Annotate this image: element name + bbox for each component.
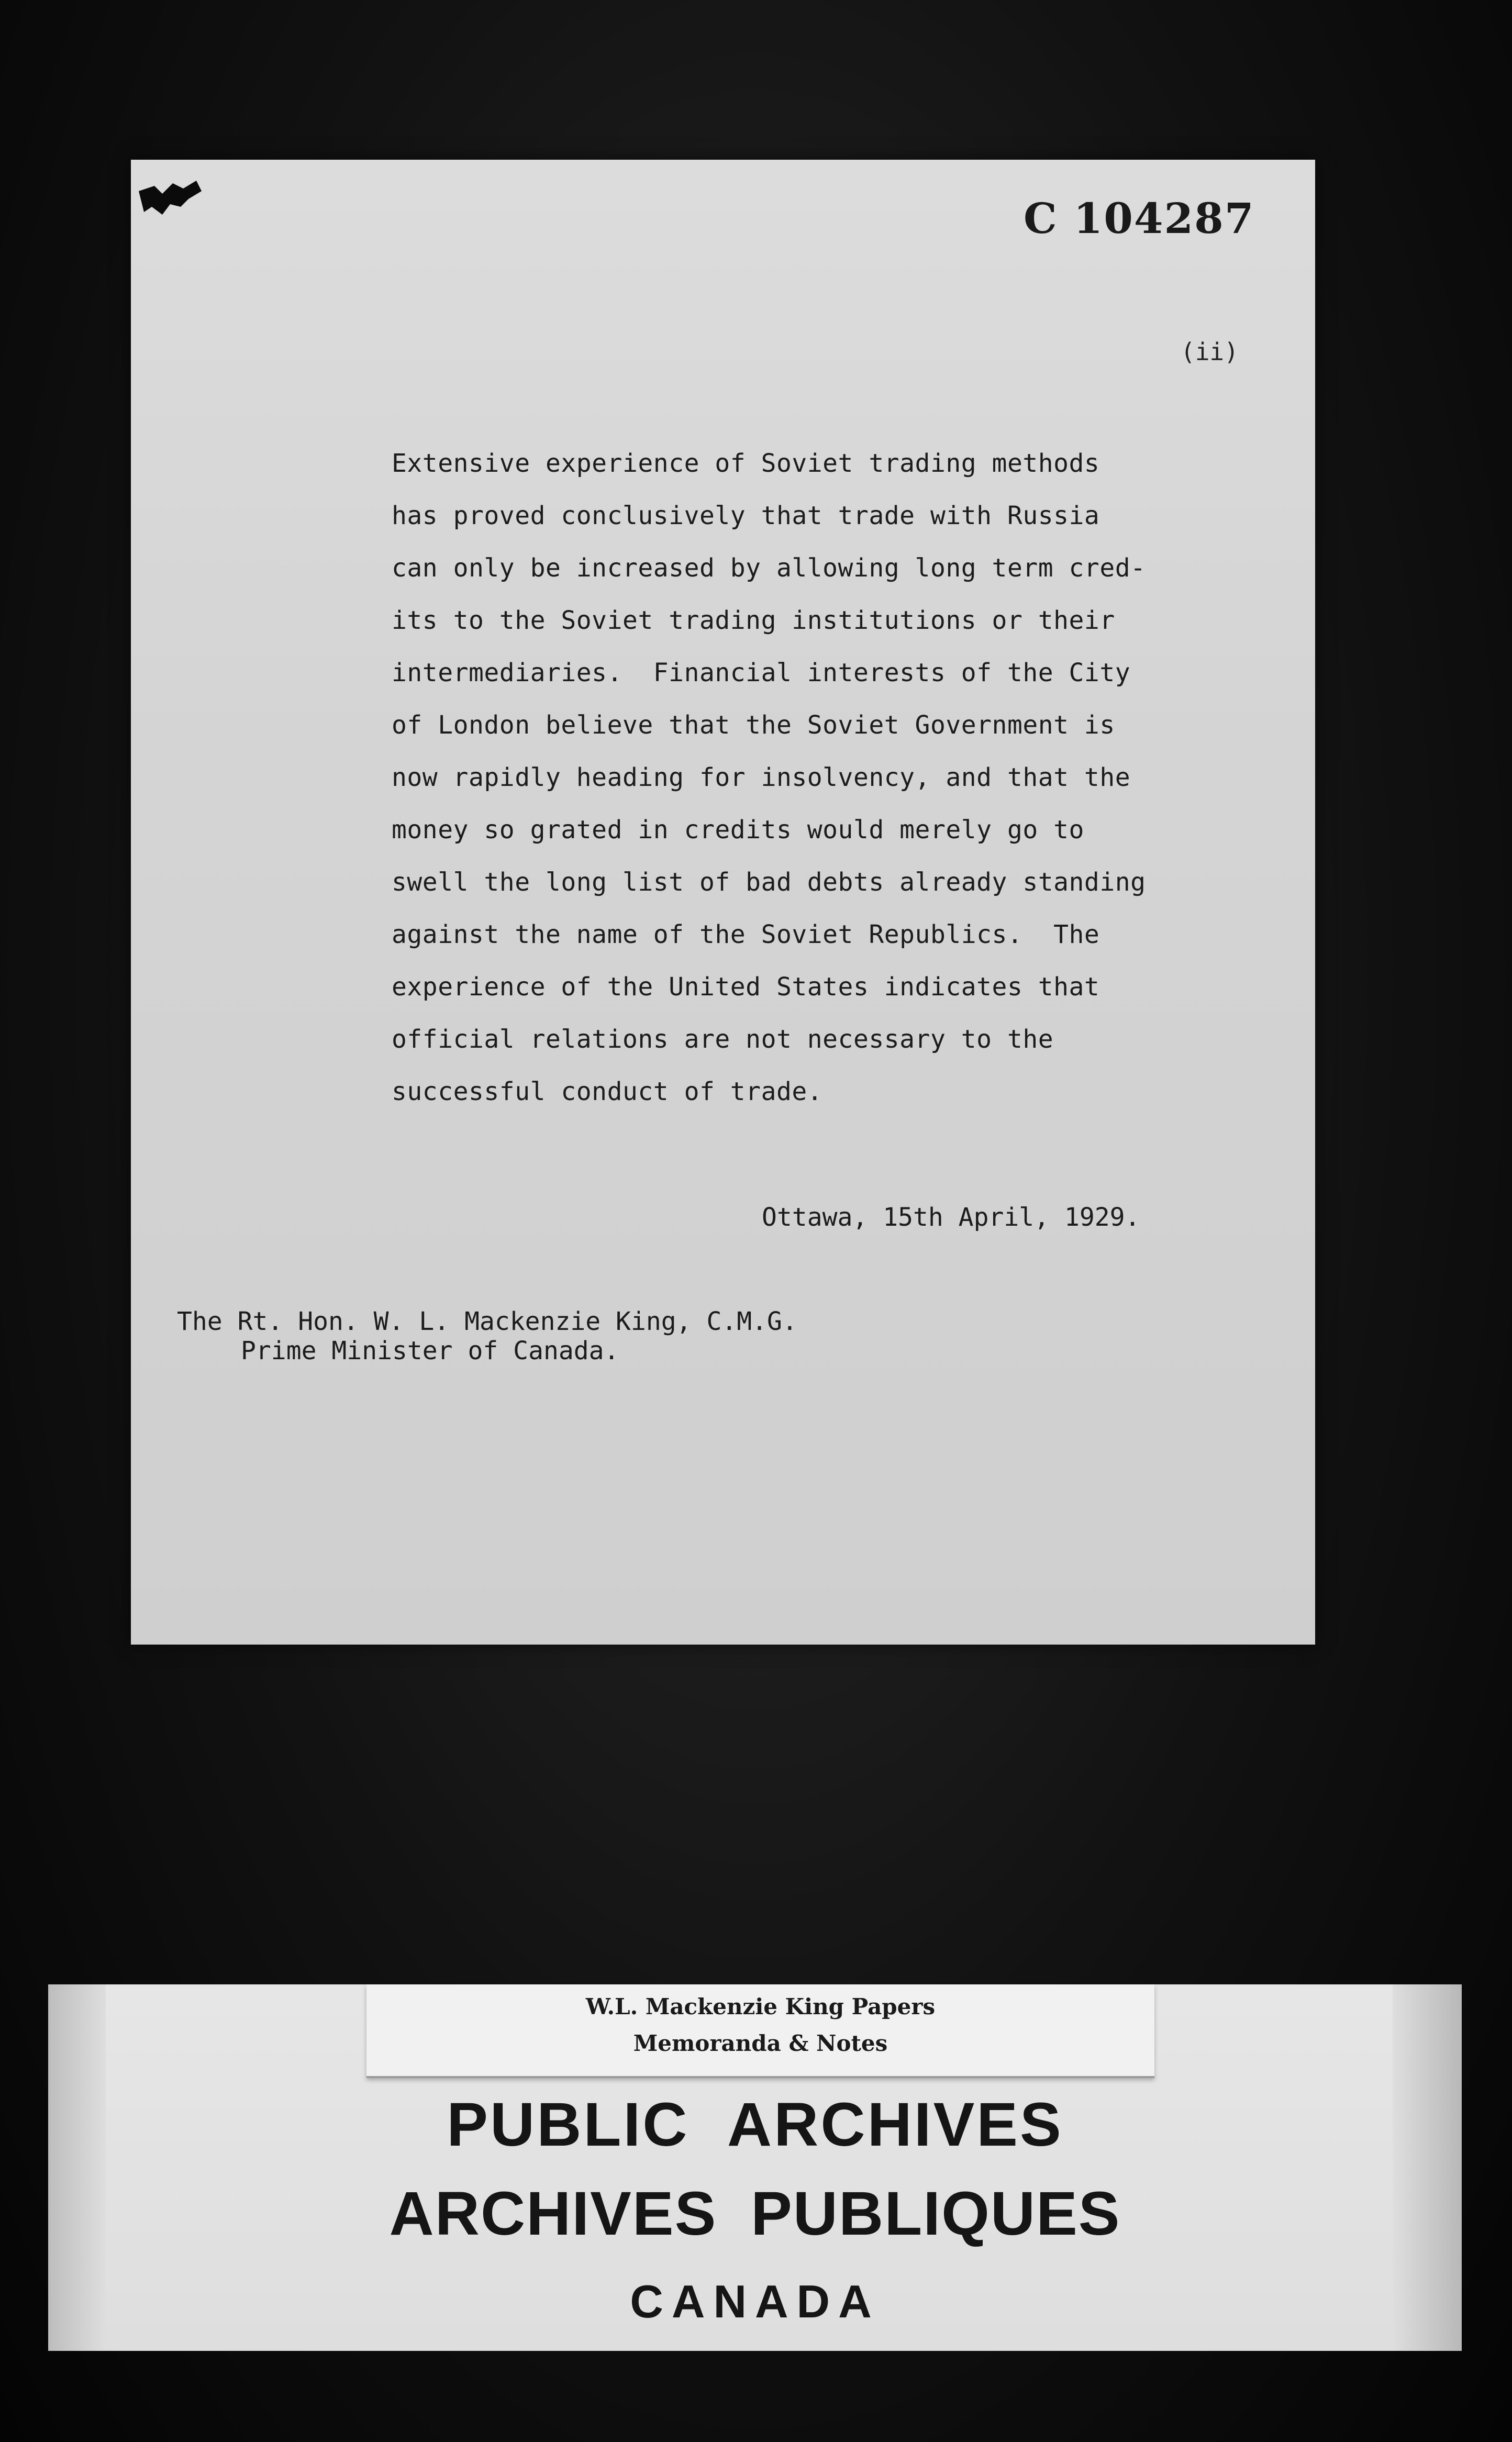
addressee-block [177,1307,797,1366]
collection-name: W.L. Mackenzie King Papers [585,1994,936,2019]
body-line: money so grated in credits would merely go to [392,815,1084,845]
body-line: against the name of the Soviet Republics. The [392,920,1100,949]
collection-strip [366,1984,1154,2078]
body-line: intermediaries. Financial interests of the City [392,658,1131,687]
document-stamp-number: C 104287 [1024,194,1255,243]
dateline: Ottawa, 15th April, 1929. [762,1203,1140,1232]
page-number: (ii) [1181,338,1239,366]
addressee-title: Prime Minister of Canada. [241,1336,619,1366]
body-line: official relations are not necessary to the [392,1025,1054,1054]
body-line: now rapidly heading for insolvency, and that the [392,763,1131,792]
body-line: of London believe that the Soviet Government is [392,711,1115,740]
archive-title-french: ARCHIVES PUBLIQUES [389,2179,1121,2248]
body-line: experience of the United States indicates that [392,972,1100,1002]
archive-country: CANADA [630,2276,880,2327]
archive-title-english: PUBLIC ARCHIVES [447,2090,1063,2159]
body-line: has proved conclusively that trade with Russia [392,501,1100,530]
collection-series: Memoranda & Notes [633,2030,888,2056]
body-line: can only be increased by allowing long term cred- [392,553,1146,583]
body-line: successful conduct of trade. [392,1077,823,1106]
body-line: its to the Soviet trading institutions or their [392,606,1115,635]
body-line: Extensive experience of Soviet trading methods [392,449,1100,478]
body-line: swell the long list of bad debts already standing [392,868,1146,897]
memo-body [392,437,1208,1118]
addressee-name: The Rt. Hon. W. L. Mackenzie King, C.M.G. [177,1307,797,1336]
torn-corner-mark [134,175,207,238]
